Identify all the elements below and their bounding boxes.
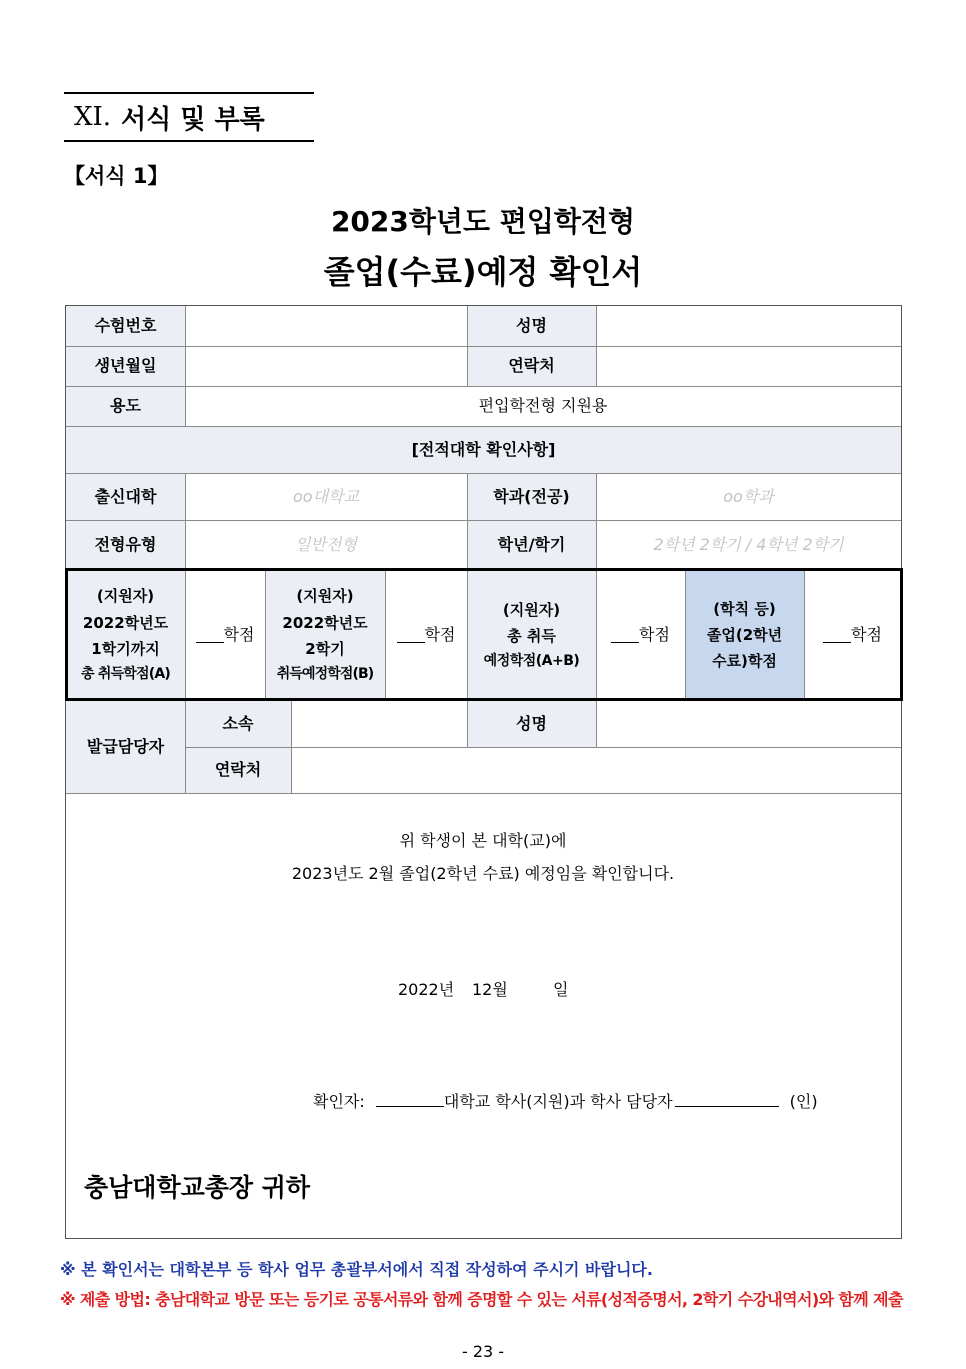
purpose-value: 편입학전형 지원용 <box>478 396 608 416</box>
name-field[interactable] <box>596 306 901 346</box>
credits-b-label: (지원자) 2022학년도 2학기 취득예정학점(B) <box>265 569 385 701</box>
date-year: 2022년 <box>398 980 455 999</box>
confirmer-prefix: 확인자: <box>313 1092 365 1111</box>
grid-line <box>66 386 901 387</box>
form-label: 【서식 1】 <box>64 164 169 188</box>
admission-type-label: 전형유형 <box>66 520 185 569</box>
grid-line <box>185 747 901 748</box>
grade-semester-field[interactable]: 2학년 2학기 / 4학년 2학기 <box>653 534 844 554</box>
officer-name-blank[interactable] <box>675 1092 779 1107</box>
addressee: 충남대학교총장 귀하 <box>84 1173 311 1202</box>
issuer-affiliation-field[interactable] <box>291 701 467 747</box>
university-label: 출신대학 <box>66 473 185 520</box>
section-title: 서식 및 부록 <box>121 104 265 135</box>
department-label: 학과(전공) <box>467 473 596 520</box>
credits-total-field[interactable]: 학점 <box>596 569 685 701</box>
admission-type-field[interactable]: 일반전형 <box>295 534 357 554</box>
exam-number-label: 수험번호 <box>66 306 185 346</box>
grid-line <box>596 701 597 747</box>
grid-line <box>467 306 468 386</box>
grid-line <box>66 346 901 347</box>
grid-line <box>596 473 597 569</box>
credits-a-field[interactable]: 학점 <box>185 569 265 701</box>
issuer-name-field[interactable] <box>596 701 901 747</box>
section-number: XI. <box>74 102 112 132</box>
section-header-row: [전적대학 확인사항] <box>66 426 901 473</box>
department-field[interactable]: oo학과 <box>723 486 774 506</box>
contact-label: 연락처 <box>467 346 596 386</box>
confirm-text-line1: 위 학생이 본 대학(교)에 <box>399 831 567 850</box>
grid-line <box>596 306 597 386</box>
credits-b-field[interactable]: 학점 <box>385 569 467 701</box>
grade-semester-label: 학년/학기 <box>467 520 596 569</box>
university-blank[interactable] <box>376 1092 444 1107</box>
confirmer-line <box>313 1089 818 1112</box>
grid-line <box>66 473 901 474</box>
confirm-text-line2: 2023년도 2월 졸업(2학년 수료) 예정임을 확인합니다. <box>291 864 675 883</box>
section-heading <box>64 92 314 142</box>
graduation-credits-field[interactable]: 학점 <box>804 569 901 701</box>
grid-line <box>467 701 468 747</box>
issuer-name-label: 성명 <box>467 701 596 747</box>
grid-line <box>66 520 901 521</box>
exam-number-field[interactable] <box>185 306 467 346</box>
birth-date-field[interactable] <box>185 346 467 386</box>
seal-mark: (인) <box>789 1092 818 1111</box>
contact-field[interactable] <box>596 346 901 386</box>
document-title-line2: 졸업(수료)예정 확인서 <box>323 253 643 291</box>
note-submission-method: ※ 제출 방법: 충남대학교 방문 또는 등기로 공통서류와 함께 증명할 수 있는 서류(성적증명서, 2학기 수강내역서)와 함께 제출 <box>60 1290 903 1309</box>
credits-row-border <box>65 568 903 701</box>
credits-total-label: (지원자) 총 취득 예정학점(A+B) <box>467 569 596 701</box>
grid-line <box>185 701 186 793</box>
confirmer-mid: 대학교 학사(지원)과 학사 담당자 <box>443 1092 673 1111</box>
university-field[interactable]: oo대학교 <box>293 486 359 506</box>
issuer-contact-field[interactable] <box>291 747 901 793</box>
issuer-affiliation-label: 소속 <box>185 701 291 747</box>
graduation-credits-label: (학칙 등) 졸업(2학년 수료)학점 <box>685 569 804 701</box>
document-title-line1: 2023학년도 편입학전형 <box>330 205 636 238</box>
date-day: 일 <box>553 980 569 999</box>
date-month: 12월 <box>472 980 508 999</box>
issuer-contact-label: 연락처 <box>185 747 291 793</box>
name-label: 성명 <box>467 306 596 346</box>
birth-date-label: 생년월일 <box>66 346 185 386</box>
purpose-label: 용도 <box>66 386 185 426</box>
grid-line <box>66 793 901 794</box>
credits-a-label: (지원자) 2022학년도 1학기까지 총 취득학점(A) <box>66 569 185 701</box>
grid-line <box>185 306 186 426</box>
grid-line <box>185 473 186 569</box>
grid-line <box>467 473 468 569</box>
note-writing-instruction: ※ 본 확인서는 대학본부 등 학사 업무 총괄부서에서 직접 작성하여 주시기 바랍니다. <box>60 1260 653 1279</box>
page-number: - 23 - <box>461 1342 505 1361</box>
issuer-label: 발급담당자 <box>66 701 185 793</box>
grid-line <box>291 701 292 793</box>
grid-line <box>66 426 901 427</box>
